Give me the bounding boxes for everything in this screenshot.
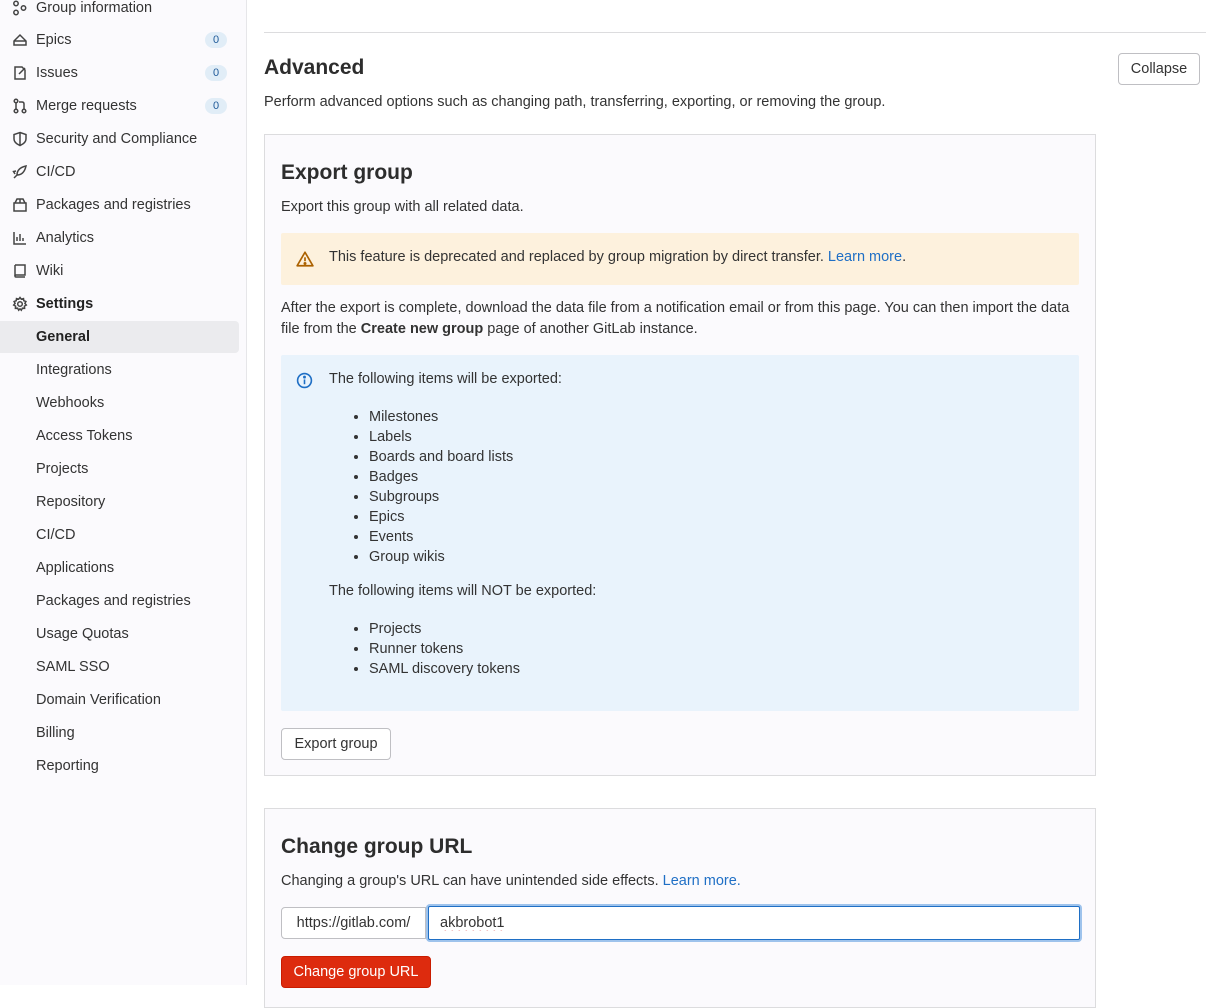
sidebar-item-label: Wiki bbox=[36, 263, 64, 279]
sidebar-subitem-access-tokens[interactable] bbox=[0, 420, 239, 452]
sidebar-item-settings[interactable] bbox=[0, 288, 239, 320]
sidebar-item-label: Settings bbox=[36, 296, 94, 312]
section-divider bbox=[264, 32, 1206, 33]
group-path-input[interactable] bbox=[428, 906, 1080, 940]
not-exported-list bbox=[329, 619, 520, 679]
sidebar-subitem-label: General bbox=[36, 329, 90, 345]
sidebar-item-label: Issues bbox=[36, 65, 78, 81]
sidebar-subitem-label: Usage Quotas bbox=[36, 626, 129, 642]
rocket-icon bbox=[12, 164, 28, 180]
chart-icon bbox=[12, 230, 28, 246]
change-url-learn-more-link[interactable]: Learn more. bbox=[662, 873, 741, 889]
sidebar-item-security[interactable] bbox=[0, 123, 239, 155]
sidebar-subitem-label: Packages and registries bbox=[36, 593, 191, 609]
merge-request-icon bbox=[12, 98, 28, 114]
sidebar-item-merge-requests[interactable] bbox=[0, 90, 239, 122]
epic-icon bbox=[12, 32, 28, 48]
count-badge: 0 bbox=[205, 32, 227, 48]
sidebar-subitem-webhooks[interactable] bbox=[0, 387, 239, 419]
sidebar-subitem-label: Access Tokens bbox=[36, 428, 133, 444]
change-group-url-button[interactable]: Change group URL bbox=[281, 956, 431, 988]
deprecation-warning bbox=[281, 233, 1079, 285]
sidebar-subitem-label: Domain Verification bbox=[36, 692, 161, 708]
sidebar-item-label: CI/CD bbox=[36, 164, 76, 180]
sidebar-subitem-packages[interactable] bbox=[0, 585, 239, 617]
instructions-text: After the export is complete, download the data file from a notification email or from this page. You can then import the data file from the bbox=[281, 300, 1070, 337]
not-exported-heading: The following items will NOT be exported: bbox=[329, 583, 597, 599]
change-url-description-wrap bbox=[281, 873, 741, 889]
sidebar-subitem-label: Webhooks bbox=[36, 395, 105, 411]
sidebar-subitem-label: Billing bbox=[36, 725, 75, 741]
sidebar-subitem-label: SAML SSO bbox=[36, 659, 110, 675]
shield-icon bbox=[12, 131, 28, 147]
advanced-title: Advanced bbox=[264, 56, 365, 79]
sidebar-item-analytics[interactable] bbox=[0, 222, 239, 254]
warning-learn-more-link[interactable]: Learn more bbox=[827, 249, 903, 265]
sidebar-subitem-billing[interactable] bbox=[0, 717, 239, 749]
sidebar-subitem-applications[interactable] bbox=[0, 552, 239, 584]
sidebar-subitem-domain-verification[interactable] bbox=[0, 684, 239, 716]
sidebar-subitem-label: Applications bbox=[36, 560, 115, 576]
url-prefix: https://gitlab.com/ bbox=[281, 907, 426, 939]
list-item: • Epics bbox=[369, 507, 513, 527]
instructions-text: page of another GitLab instance. bbox=[483, 321, 698, 337]
sidebar-item-wiki[interactable] bbox=[0, 255, 239, 287]
sidebar-subitem-cicd[interactable] bbox=[0, 519, 239, 551]
sidebar-item-label: Group information bbox=[36, 0, 153, 16]
sidebar-item-cicd[interactable] bbox=[0, 156, 239, 188]
list-item: • Projects bbox=[369, 619, 520, 639]
count-badge: 0 bbox=[205, 65, 227, 81]
sidebar-item-group-information[interactable] bbox=[0, 0, 239, 24]
create-new-group-emphasis: Create new group bbox=[360, 321, 484, 337]
sidebar-item-packages[interactable] bbox=[0, 189, 239, 221]
sidebar-item-label: Merge requests bbox=[36, 98, 137, 114]
list-item: • Subgroups bbox=[369, 487, 513, 507]
exported-list bbox=[329, 407, 513, 567]
list-item: • Milestones bbox=[369, 407, 513, 427]
sidebar-item-label: Packages and registries bbox=[36, 197, 191, 213]
export-group-title: Export group bbox=[281, 161, 413, 184]
sidebar-item-label: Analytics bbox=[36, 230, 95, 246]
list-item: • Events bbox=[369, 527, 513, 547]
sidebar-subitem-label: Projects bbox=[36, 461, 89, 477]
sidebar-item-label: Security and Compliance bbox=[36, 131, 198, 147]
sidebar-subitem-reporting[interactable] bbox=[0, 750, 239, 782]
change-group-url-panel bbox=[264, 808, 1096, 1008]
list-item: • Group wikis bbox=[369, 547, 513, 567]
warning-icon bbox=[296, 250, 314, 268]
warning-period: . bbox=[902, 249, 907, 265]
export-group-button[interactable]: Export group bbox=[281, 728, 391, 760]
list-item: • Runner tokens bbox=[369, 639, 520, 659]
export-group-panel bbox=[264, 134, 1096, 776]
sidebar-subitem-repository[interactable] bbox=[0, 486, 239, 518]
sidebar-subitem-label: CI/CD bbox=[36, 527, 76, 543]
sidebar-subitem-label: Reporting bbox=[36, 758, 99, 774]
list-item: • Boards and board lists bbox=[369, 447, 513, 467]
export-group-description: Export this group with all related data. bbox=[281, 199, 524, 215]
sidebar-subitem-usage-quotas[interactable] bbox=[0, 618, 239, 650]
sidebar-subitem-label: Integrations bbox=[36, 362, 112, 378]
sidebar-item-issues[interactable] bbox=[0, 57, 239, 89]
collapse-button[interactable]: Collapse bbox=[1118, 53, 1200, 85]
sidebar-subitem-general[interactable] bbox=[0, 321, 239, 353]
exported-heading: The following items will be exported: bbox=[329, 371, 562, 387]
sidebar-item-epics[interactable] bbox=[0, 24, 239, 56]
sidebar-subitem-saml-sso[interactable] bbox=[0, 651, 239, 683]
sidebar-subitem-label: Repository bbox=[36, 494, 106, 510]
left-sidebar bbox=[0, 0, 247, 985]
change-url-description: Changing a group's URL can have unintended side effects. bbox=[281, 873, 659, 889]
advanced-description: Perform advanced options such as changing path, transferring, exporting, or removing the group. bbox=[264, 94, 886, 110]
info-icon bbox=[296, 372, 313, 389]
list-item: • SAML discovery tokens bbox=[369, 659, 520, 679]
sidebar-subitem-projects[interactable] bbox=[0, 453, 239, 485]
list-item: • Badges bbox=[369, 467, 513, 487]
book-icon bbox=[12, 263, 28, 279]
sidebar-subitem-integrations[interactable] bbox=[0, 354, 239, 386]
warning-text-wrap bbox=[329, 249, 906, 265]
list-item: • Labels bbox=[369, 427, 513, 447]
sidebar-item-label: Epics bbox=[36, 32, 72, 48]
export-instructions bbox=[281, 298, 1081, 340]
issues-icon bbox=[12, 65, 28, 81]
export-items-info bbox=[281, 355, 1079, 711]
change-url-title: Change group URL bbox=[281, 835, 473, 858]
count-badge: 0 bbox=[205, 98, 227, 114]
group-information-icon bbox=[12, 0, 28, 16]
warning-text: This feature is deprecated and replaced by group migration by direct transfer. bbox=[329, 249, 824, 265]
gear-icon bbox=[12, 296, 28, 312]
package-icon bbox=[12, 197, 28, 213]
